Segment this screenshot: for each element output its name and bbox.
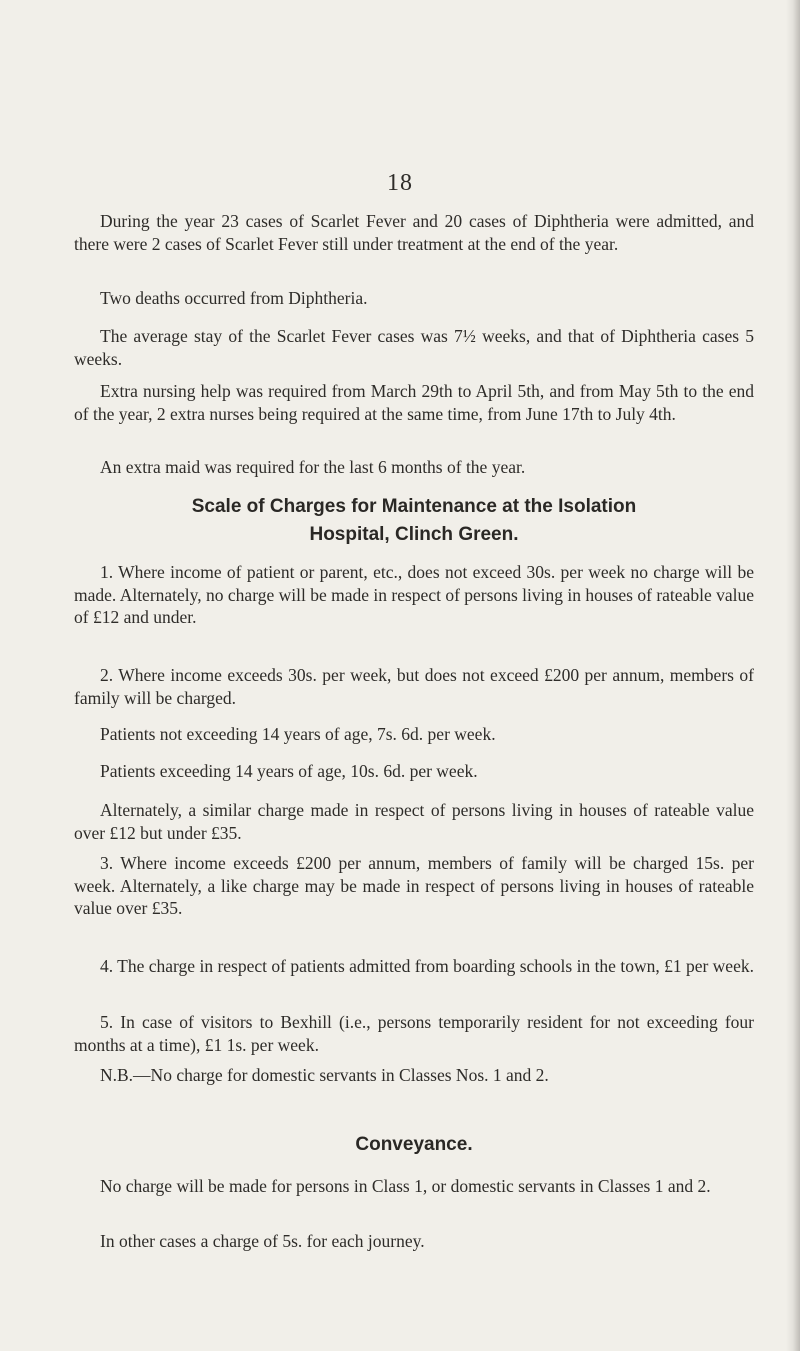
charge-item-1: 1. Where income of patient or parent, etc., does not exceed 30s. per week no charge will be made. Alternately, no charge will be made in respect of persons living in houses of rateable value of £12 and under. (74, 562, 754, 627)
paragraph-admissions: During the year 23 cases of Scarlet Fever and 20 cases of Diphtheria were admitted, and there were 2 cases of Scarlet Fever still under treatment at the end of the year. (74, 211, 754, 254)
charge-item-2: 2. Where income exceeds 30s. per week, but does not exceed £200 per annum, members of family will be charged. (74, 665, 754, 708)
charge-item-4: 4. The charge in respect of patients admitted from boarding schools in the town, £1 per week. (100, 956, 754, 976)
paragraph-extra-nursing: Extra nursing help was required from March 29th to April 5th, and from May 5th to the end of the year, 2 extra nurses being required at the same time, from June 17th to July 4th. (74, 381, 754, 424)
paragraph-extra-maid: An extra maid was required for the last 6 months of the year. (100, 457, 526, 477)
charge-note: N.B.—No charge for domestic servants in Classes Nos. 1 and 2. (100, 1065, 549, 1085)
scale-heading-line2: Hospital, Clinch Green. (309, 524, 519, 545)
charge-item-2-children: Patients not exceeding 14 years of age, 7s. 6d. per week. (100, 724, 496, 744)
scale-heading-line1: Scale of Charges for Maintenance at the Isolation (191, 496, 637, 517)
paragraph-average-stay: The average stay of the Scarlet Fever cases was 7½ weeks, and that of Diphtheria cases 5 weeks. (74, 326, 754, 369)
conveyance-heading: Conveyance. (355, 1134, 473, 1155)
paragraph-deaths: Two deaths occurred from Diphtheria. (100, 288, 368, 308)
page-number: 18 (387, 170, 413, 196)
charge-item-3: 3. Where income exceeds £200 per annum, members of family will be charged 15s. per week. Alternately, a like charge may be made in respect of persons living in houses of rateable value over £35. (74, 853, 754, 918)
page-edge-shadow (786, 0, 800, 1351)
charge-item-2-adults: Patients exceeding 14 years of age, 10s. 6d. per week. (100, 761, 478, 781)
charge-item-5: 5. In case of visitors to Bexhill (i.e., persons temporarily resident for not exceeding four months at a time), £1 1s. per week. (74, 1012, 754, 1055)
charge-item-2-alternate: Alternately, a similar charge made in respect of persons living in houses of rateable value over £12 but under £35. (74, 800, 754, 843)
conveyance-paragraph-1: No charge will be made for persons in Class 1, or domestic servants in Classes 1 and 2. (100, 1176, 711, 1196)
conveyance-paragraph-2: In other cases a charge of 5s. for each journey. (100, 1231, 425, 1251)
